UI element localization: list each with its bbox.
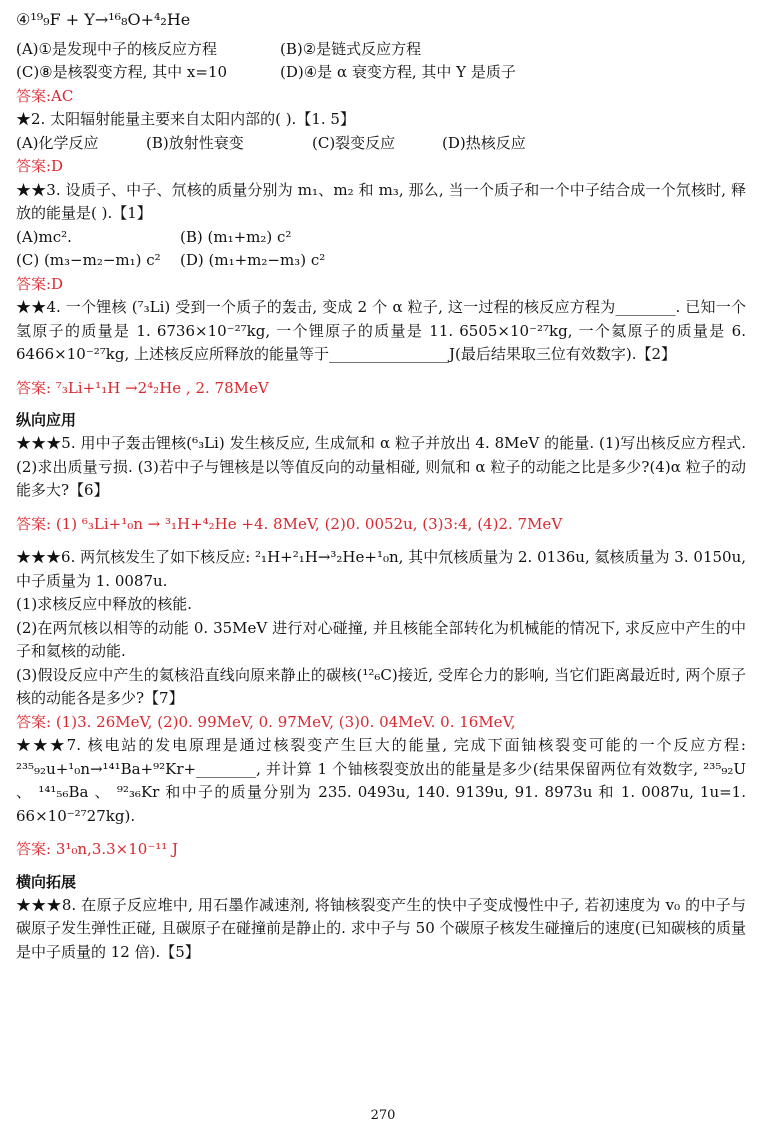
q3-options-row-2 — [16, 249, 746, 273]
q3-answer: 答案:D — [16, 274, 64, 293]
q6-part-1: (1)求核反应中释放的核能. — [16, 595, 193, 613]
question-8-stem: ★★★8. 在原子反应堆中, 用石墨作减速剂, 将铀核裂变产生的快中子变成慢性中子, 若初速度为 v₀ 的中子与碳原子发生弹性正碰, 且碳原子在碰撞前是静止的. 求中子与 50 个碳原子核发生碰撞后的速度(已知碳核的质量是中子质量的 12 倍).【5】 — [16, 895, 746, 961]
page-number: 270 — [370, 1108, 396, 1123]
q2-option-b: (B)放射性衰变 — [146, 133, 244, 152]
q2-options — [16, 132, 746, 156]
option-b: (B)②是链式反应方程 — [280, 39, 422, 58]
q2-option-d: (D)热核反应 — [442, 133, 526, 152]
q7-answer: 答案: 3¹₀n,3.3×10⁻¹¹ J — [16, 840, 179, 858]
question-7-stem: ★★★7. 核电站的发电原理是通过核裂变产生巨大的能量, 完成下面铀核裂变可能的一个反应方程: ²³⁵₉₂u+¹₀n→¹⁴¹Ba+⁹²Kr+________, 并计算 1 个铀核裂变放出的能量是多少(结果保留两位有效数字, ²³⁵₉₂U 、 ¹⁴¹₅₆Ba 、 ⁹²₃₆Kr 和中子的质量分别为 235. 0493u, 140. 9139u, 91. 8973u 和 1. 0087u, 1u=1. 66×10⁻²⁷27kg). — [16, 736, 746, 825]
q6-answer: 答案: (1)3. 26MeV, (2)0. 99MeV, 0. 97MeV, (3)0. 04MeV. 0. 16MeV, — [16, 712, 516, 731]
option-d: (D)④是 α 衰变方程, 其中 Y 是质子 — [280, 63, 516, 81]
q3-options-row-1 — [16, 226, 746, 250]
options-row-2 — [16, 61, 746, 85]
q2-option-c: (C)裂变反应 — [312, 133, 396, 152]
q5-answer: 答案: (1) ⁶₃Li+¹₀n → ³₁H+⁴₂He +4. 8MeV, (2)0. 0052u, (3)3:4, (4)2. 7MeV — [16, 514, 563, 533]
q6-part-3: (3)假设反应中产生的氦核沿直线向原来静止的碳核(¹²₆C)接近, 受库仑力的影响, 当它们距离最近时, 两个原子核的动能各是多少?【7】 — [16, 665, 746, 707]
q3-option-b: (B) (m₁+m₂) c² — [180, 227, 292, 246]
q2-option-a: (A)化学反应 — [16, 133, 99, 152]
answer-prev: 答案:AC — [16, 86, 74, 105]
option-a: (A)①是发现中子的核反应方程 — [16, 39, 217, 58]
question-5-stem: ★★★5. 用中子轰击锂核(⁶₃Li) 发生核反应, 生成氚和 α 粒子并放出 4. 8MeV 的能量. (1)写出核反应方程式. (2)求出质量亏损. (3)若中子与锂核是以等值反向的动量相碰, 则氚和 α 粒子的动能之比是多少?(4)α 粒子的动能多大?【6】 — [16, 434, 746, 499]
section-heading-vertical: 纵向应用 — [16, 411, 77, 429]
document-page — [16, 8, 746, 964]
section-heading-horizontal: 横向拓展 — [16, 872, 77, 891]
question-3-stem: ★★3. 设质子、中子、氘核的质量分别为 m₁、m₂ 和 m₃, 那么, 当一个质子和一个中子结合成一个氘核时, 释放的能量是( ).【1】 — [16, 180, 746, 222]
options-row-1 — [16, 38, 746, 62]
q3-option-c: (C) (m₃−m₂−m₁) c² — [16, 251, 161, 269]
q2-answer: 答案:D — [16, 157, 64, 175]
question-2-stem: ★2. 太阳辐射能量主要来自太阳内部的( ).【1. 5】 — [16, 110, 355, 128]
q3-option-a: (A)mc². — [16, 227, 72, 246]
question-6-stem: ★★★6. 两氘核发生了如下核反应: ²₁H+²₁H→³₂He+¹₀n, 其中氘核质量为 2. 0136u, 氦核质量为 3. 0150u, 中子质量为 1. 0087u. — [16, 548, 746, 590]
q3-option-d: (D) (m₁+m₂−m₃) c² — [180, 251, 326, 269]
equation-4: ④¹⁹₉F + Y→¹⁶₈O+⁴₂He — [16, 10, 191, 29]
question-4-stem: ★★4. 一个锂核 (⁷₃Li) 受到一个质子的轰击, 变成 2 个 α 粒子, 这一过程的核反应方程为________. 已知一个氢原子的质量是 1. 6736×10⁻²⁷kg, 一个锂原子的质量是 11. 6505×10⁻²⁷kg, 一个氦原子的质量是 6. 6466×10⁻²⁷kg, 上述核反应所释放的能量等于________________J(最后结果取三位有效数字).【2】 — [16, 298, 746, 363]
q6-part-2: (2)在两氘核以相等的动能 0. 35MeV 进行对心碰撞, 并且核能全部转化为机械能的情况下, 求反应中产生的中子和氦核的动能. — [16, 618, 746, 660]
q4-answer: 答案: ⁷₃Li+¹₁H →2⁴₂He , 2. 78MeV — [16, 378, 269, 397]
option-c: (C)⑧是核裂变方程, 其中 x=10 — [16, 63, 228, 81]
